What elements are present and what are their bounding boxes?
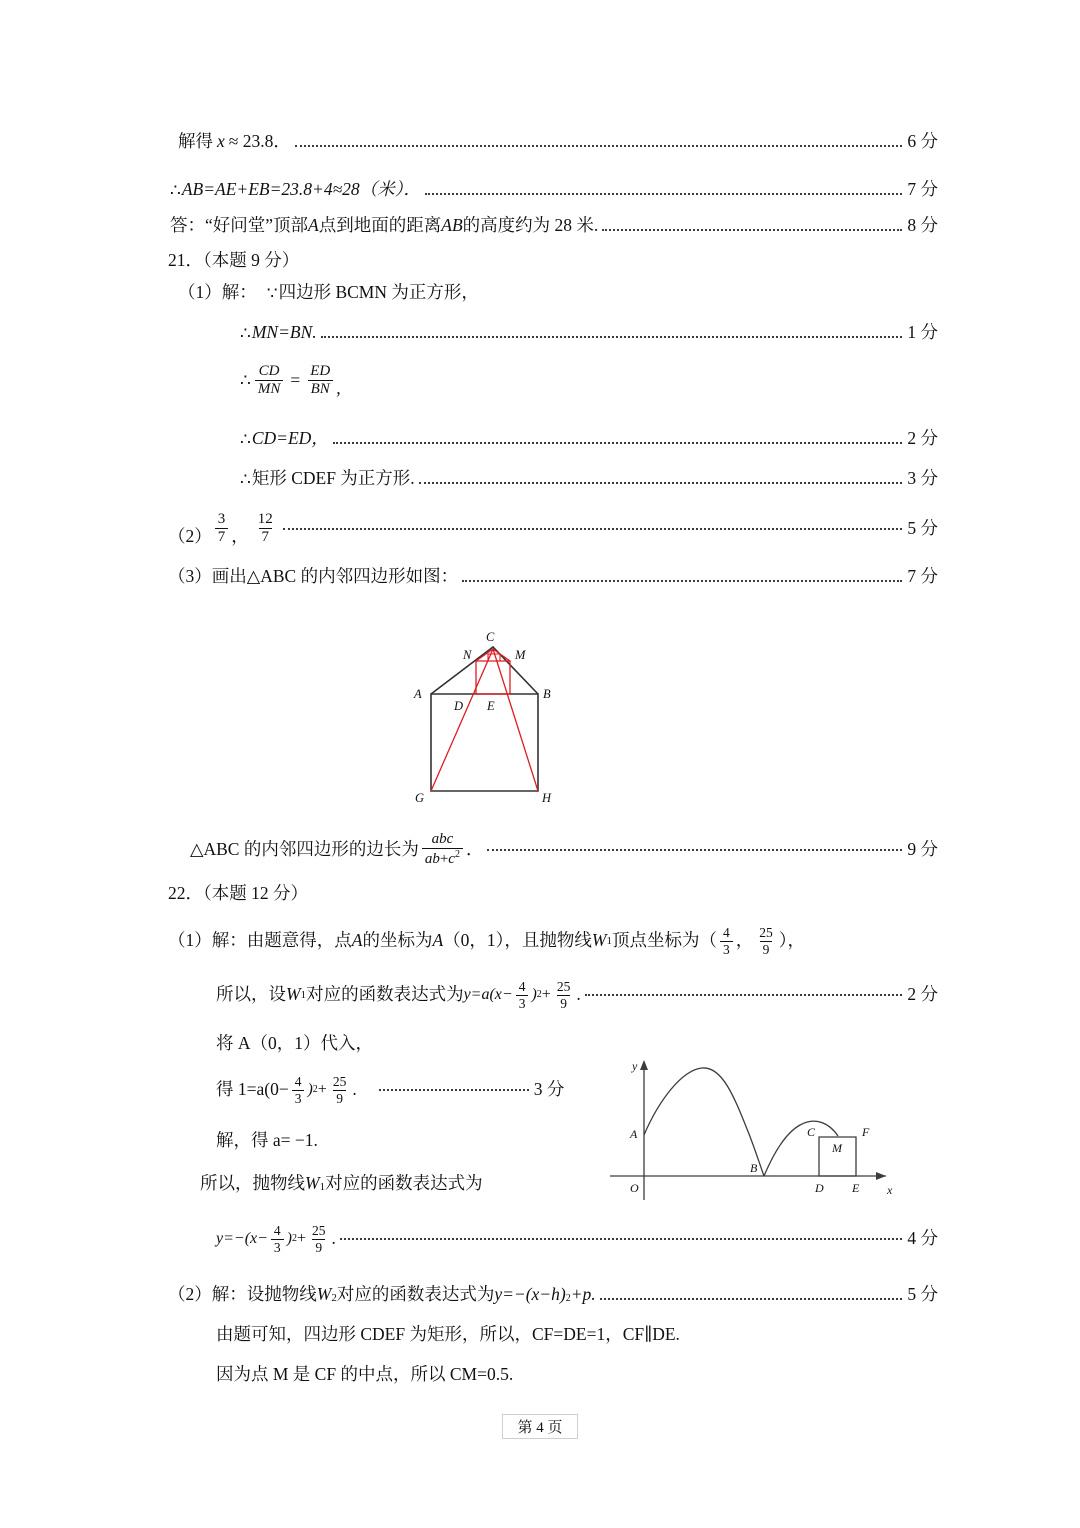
vertex-comma: ， [735,930,754,951]
q22-p1-l1-e: ）， [778,930,805,951]
q21-part3-formula [190,832,938,867]
label-F: F [862,1125,870,1139]
q22-part1-line1 [168,926,805,956]
therefore-icon: ∴ [240,371,251,390]
q21-formula-score: 9 分 [907,838,938,859]
therefore-icon: ∴ [240,429,251,449]
fraction-denominator: 3 [516,995,529,1011]
geometry-diagram [390,612,590,817]
fraction-denominator: 3 [720,941,733,957]
q20-line1-var: x [217,131,225,151]
q22-p1-l1-d: 顶点坐标为（ [611,930,717,951]
fraction-denominator: 9 [557,995,570,1011]
fraction-denominator: 9 [333,1090,346,1106]
q22-p1-l2-score: 2 分 [907,984,938,1005]
q20-line-3 [170,217,938,235]
q20-line1-score: 6 分 [907,131,938,151]
q21-part1-label: （1）解： [178,282,257,302]
q21-part1-line4-score: 2 分 [907,428,938,448]
q21-part2-label: （2） [168,525,212,546]
y-axis-arrow [640,1060,648,1070]
q21-part1-line5-score: 3 分 [907,468,938,488]
q22-part2-line2: 由题可知，四边形 CDEF 为矩形，所以，CF=DE=1，CF∥DE. [216,1324,680,1344]
fraction-numerator: 25 [759,925,773,940]
label-B: B [543,687,551,701]
label-E: E [487,699,495,713]
fraction-three-sevenths [215,512,229,545]
leader-dots [425,193,902,195]
fraction-numerator: 4 [294,1074,302,1089]
q20-line-1 [178,133,938,151]
label-E: E [852,1181,860,1195]
subst-period: . [352,1079,357,1100]
subst-exponent: 2 [312,1084,318,1095]
leader-dots [283,528,903,530]
leader-dots [462,580,902,582]
q20-line3-score: 8 分 [907,215,938,235]
q22-p1-l1-b: 的坐标为 [362,930,433,951]
q21-formula-text: △ABC 的内邻四边形的边长为 [190,838,419,859]
q20-line-2 [170,181,938,199]
q22-p2-equation: y=−(x−h) [494,1284,566,1304]
fraction-denominator: 3 [271,1239,284,1255]
vertex-x-fraction [720,926,733,956]
q22-p2-l1-b: 对应的函数表达式为 [336,1284,495,1304]
q21-part2-score: 5 分 [907,517,938,538]
fraction-denominator: 7 [215,528,229,545]
fraction-numerator: 4 [273,1223,281,1238]
q20-line3-point-a: A [308,215,319,235]
q22-part1-line4 [216,1075,564,1105]
subst-fraction-25-9 [330,1075,350,1105]
q22-part1-line7 [216,1224,938,1254]
q22-part1-line3: 将 A（0，1）代入， [216,1033,374,1053]
leader-dots [321,336,903,338]
page-footer [0,1414,1080,1439]
q22-part2-line1 [168,1286,938,1304]
parabola-W-subscript: 1 [606,934,612,947]
q21-part2 [168,512,938,545]
label-C: C [807,1125,816,1139]
fraction-numerator: abc [431,831,454,847]
label-D: D [815,1181,824,1195]
point-A: A [351,930,363,951]
fraction-trailing-comma: , [336,377,341,398]
q22-p1-l4-a: 得 1=a(0− [216,1079,289,1100]
fraction-cd-mn [255,364,284,397]
final-fraction-4-3 [271,1224,284,1254]
q21-part3-score: 7 分 [907,566,938,586]
leader-dots [340,1238,902,1240]
geometry-diagram-svg [390,612,590,817]
label-x-axis: x [887,1183,893,1197]
equation-plus: + [541,986,551,1003]
label-A: A [630,1127,638,1141]
leader-dots [295,145,902,147]
den-c: c [448,851,455,867]
subst-plus: + [317,1081,327,1098]
equation-paren: ) [531,986,537,1003]
parabola-W2: W [316,1284,332,1304]
label-y-axis: y [632,1059,638,1073]
q22-part1-line2 [216,980,938,1010]
q21-part2-comma: ， [231,525,249,546]
q22-p1-l4-score: 3 分 [533,1079,565,1100]
q21-part1-line5-text: 矩形 CDEF 为正方形. [251,468,415,488]
final-eq-period: . [331,1228,336,1249]
page-number: 第 4 页 [502,1414,577,1439]
label-C: C [486,630,495,644]
fraction-numerator: 4 [518,979,526,994]
q21-part1-line1 [178,284,479,302]
fraction-denominator: 7 [259,528,273,545]
q22-p2-equation-tail: +p. [570,1284,596,1304]
fraction-numerator: 25 [312,1223,326,1238]
q22-part2-line3: 因为点 M 是 CF 的中点，所以 CM=0.5. [216,1364,514,1384]
therefore-icon: ∴ [240,323,251,343]
q21-part3-text: （3）画出△ABC 的内邻四边形如图： [168,566,459,586]
parabola-w1 [644,1068,764,1176]
leader-dots [600,1298,903,1300]
leader-dots [379,1089,529,1091]
fraction-numerator: 3 [217,511,226,527]
equation-fraction-25-9 [554,980,574,1010]
x-axis-arrow [876,1172,886,1180]
q21-part1-line2 [240,324,938,342]
final-eq-lhs: y=−(x− [216,1230,268,1247]
q20-line3-seg-ab: AB [441,215,463,235]
therefore-icon: ∴ [240,469,251,489]
fraction-denominator [422,848,463,867]
q20-line2-score: 7 分 [907,179,938,199]
coordinate-graph-svg [604,1042,910,1217]
equation-fraction-4-3 [516,980,529,1010]
parabola-W-subscript: 1 [319,1180,326,1193]
fraction-numerator: CD [258,363,280,379]
label-B: B [750,1161,758,1175]
fraction-twelve-sevenths [255,512,276,545]
vertex-y-fraction [756,926,776,956]
leader-dots [487,849,902,851]
q21-part1-text: 四边形 BCMN 为正方形， [278,282,479,302]
q20-line3-text-c: 的高度约为 28 米. [462,215,599,235]
point-A2: A [432,930,444,951]
coordinate-graph [604,1042,910,1217]
fraction-abc-over-ab-plus-c2 [422,832,463,867]
fraction-numerator: ED [310,363,331,379]
equals-sign: = [290,369,301,390]
q22-p1-l6-a: 所以，抛物线 [200,1173,305,1193]
label-D: D [454,699,464,713]
final-eq-plus: + [297,1230,307,1247]
parabola-w2 [764,1121,838,1176]
parabola-W: W [305,1173,320,1193]
leader-dots [602,229,902,231]
q21-part1-line4 [240,430,938,448]
q20-line2-text: AB=AE+EB=23.8+4≈28（米）． [181,179,421,199]
label-N: N [463,648,472,662]
q22-p1-l6-b: 对应的函数表达式为 [325,1173,483,1193]
q22-p1-l2-b: 对应的函数表达式为 [306,984,464,1005]
den-plus: + [439,851,449,867]
q22-p1-l1-a: （1）解：由题意得，点 [168,930,352,951]
label-M: M [832,1141,842,1155]
leader-dots [419,482,903,484]
q22-p2-l1-a: （2）解：设抛物线 [168,1284,317,1304]
q21-heading: 21．（本题 9 分） [168,250,300,270]
subst-paren: ) [307,1081,313,1098]
q20-line3-text-a: 答：“好问堂”顶部 [170,215,309,235]
q22-p1-l1-c: （0，1），且抛物线 [443,930,592,951]
q22-p1-l7-score: 4 分 [907,1228,938,1249]
parabola-W-subscript: 1 [300,988,307,1001]
q21-part1-line2-text: MN=BN. [251,322,317,342]
fraction-denominator: MN [255,380,284,397]
final-eq-exponent: 2 [292,1233,297,1244]
final-eq-paren: ) [286,1230,292,1247]
label-A: A [414,687,422,701]
equation-period: . [576,984,581,1005]
q20-line3-text-b: 点到地面的距离 [318,215,442,235]
therefore-icon: ∴ [170,180,181,200]
q21-part1-line4-text: CD=ED， [251,428,329,448]
parabola-W2-subscript: 2 [331,1291,337,1304]
q22-p2-exponent: 2 [565,1292,571,1304]
q21-formula-period: ． [465,838,484,859]
parabola-W: W [286,984,301,1005]
label-G: G [415,791,425,805]
q22-part1-line5: 解，得 a= −1. [216,1130,318,1150]
fraction-denominator: BN [308,380,333,397]
q22-p2-l1-score: 5 分 [907,1284,938,1304]
label-M: M [515,648,526,662]
equation-exponent: 2 [536,989,542,1000]
den-exponent: 2 [454,849,460,860]
q22-heading: 22．（本题 12 分） [168,883,308,903]
label-origin: O [630,1181,639,1195]
q22-p1-l2-a: 所以，设 [216,984,286,1005]
fraction-denominator: 9 [312,1239,325,1255]
q20-line1-prefix: 解得 [178,131,213,151]
final-fraction-25-9 [309,1224,329,1254]
subst-fraction-4-3 [292,1075,305,1105]
fraction-numerator: 12 [257,511,273,527]
equation-lhs: y=a(x− [463,986,513,1003]
parabola-W: W [591,930,607,951]
fraction-ed-bn [307,364,333,397]
q21-part1-line5 [240,470,938,488]
fraction-denominator: 9 [760,941,773,957]
fraction-numerator: 4 [722,925,730,940]
fraction-numerator: 25 [556,979,571,994]
q20-line1-value: ≈ 23.8． [228,131,291,151]
q21-part1-line2-score: 1 分 [907,322,938,342]
fraction-numerator: 25 [332,1074,347,1089]
q21-part3 [168,568,938,586]
q22-part1-line6 [200,1175,483,1193]
den-ab: ab [424,851,440,867]
because-icon: ∵ [266,283,278,303]
leader-dots [585,994,903,996]
label-H: H [542,791,552,805]
q21-part1-fraction-equation [240,364,341,397]
fraction-denominator: 3 [292,1090,305,1106]
leader-dots [333,442,903,444]
